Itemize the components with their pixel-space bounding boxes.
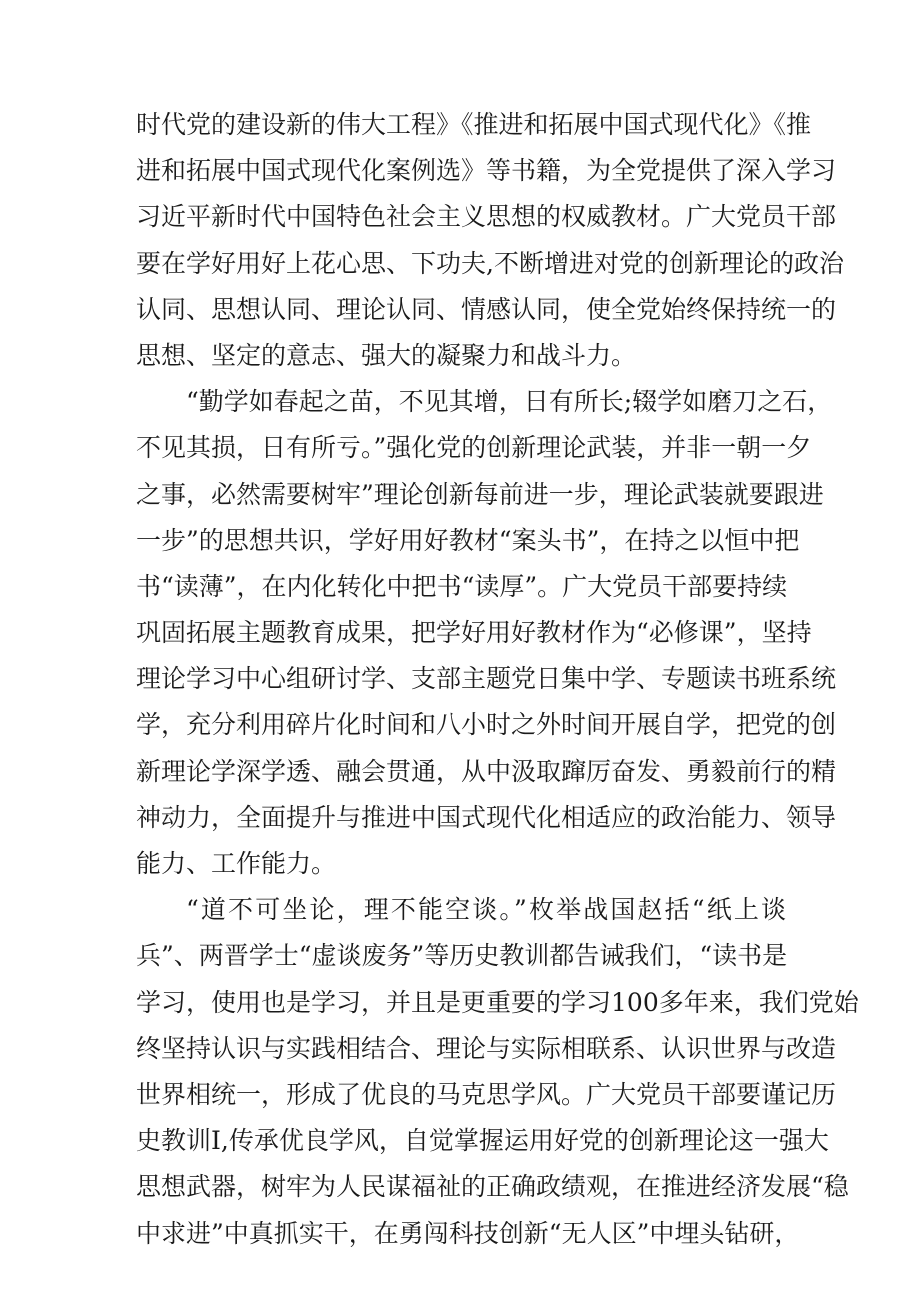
text-line: 巩固拓展主题教育成果，把学好用好教材作为“必修课”，坚持	[136, 618, 812, 648]
text-line: 思想武器，树牢为人民谋福祉的正确政绩观，在推进经济发展“稳	[136, 1172, 849, 1202]
text-line: 史教训I,传承优良学风，自觉掌握运用好党的创新理论这一强大	[136, 1126, 829, 1156]
text-line: “勤学如春起之苗，不见其增，日有所长;辍学如磨刀之石，	[186, 387, 833, 417]
text-line: 兵”、两晋学士“虚谈废务”等历史教训都告诫我们，“读书是	[136, 941, 788, 971]
text-line: “道不可坐论，理不能空谈。”枚举战国赵括“纸上谈	[186, 895, 786, 925]
text-line: 理论学习中心组研讨学、支部主题党日集中学、专题读书班系统	[136, 664, 837, 694]
text-line: 思想、坚定的意志、强大的凝聚力和战斗力。	[136, 340, 637, 370]
text-line: 一步”的思想共识，学好用好教材“案头书”，在持之以恒中把	[136, 525, 800, 555]
text-line: 之事，必然需要树牢”理论创新每前进一步，理论武装就要跟进	[136, 479, 824, 509]
text-line: 认同、思想认同、理论认同、情感认同，使全党始终保持统一的	[136, 294, 837, 324]
text-line: 神动力，全面提升与推进中国式现代化相适应的政治能力、领导	[136, 802, 837, 832]
text-line: 世界相统一，形成了优良的马克思学风。广大党员干部要谨记历	[136, 1079, 837, 1109]
paragraph	[136, 379, 837, 887]
text-line: 进和拓展中国式现代化案例选》等书籍，为全党提供了深入学习	[136, 156, 837, 186]
text-line: 新理论学深学透、融会贯通，从中汲取蹿厉奋发、勇毅前行的精	[136, 756, 837, 786]
body-text	[136, 102, 859, 1257]
text-line: 要在学好用好上花心思、下功夫,不断增进对党的创新理论的政治	[136, 248, 844, 278]
text-line: 习近平新时代中国特色社会主义思想的权威教材。广大党员干部	[136, 202, 837, 232]
text-line: 学，充分利用碎片化时间和八小时之外时间开展自学，把党的创	[136, 710, 837, 740]
paragraph	[136, 887, 859, 1257]
text-line: 终坚持认识与实践相结合、理论与实际相联系、认识世界与改造	[136, 1033, 837, 1063]
text-line: 能力、工作能力。	[136, 849, 337, 878]
text-line: 中求进”中真抓实干，在勇闯科技创新“无人区”中埋头钻研，	[136, 1218, 800, 1248]
text-line: 书“读薄”，在内化转化中把书“读厚”。广大党员干部要持续	[136, 571, 788, 601]
text-line: 不见其损，日有所亏。”强化党的创新理论武装，并非一朝一夕	[136, 433, 812, 463]
text-line: 时代党的建设新的伟大工程》《推进和拓展中国式现代化》《推	[136, 110, 812, 139]
text-line: 学习，使用也是学习，并且是更重要的学习100多年来，我们党始	[136, 987, 859, 1017]
paragraph	[136, 102, 844, 379]
